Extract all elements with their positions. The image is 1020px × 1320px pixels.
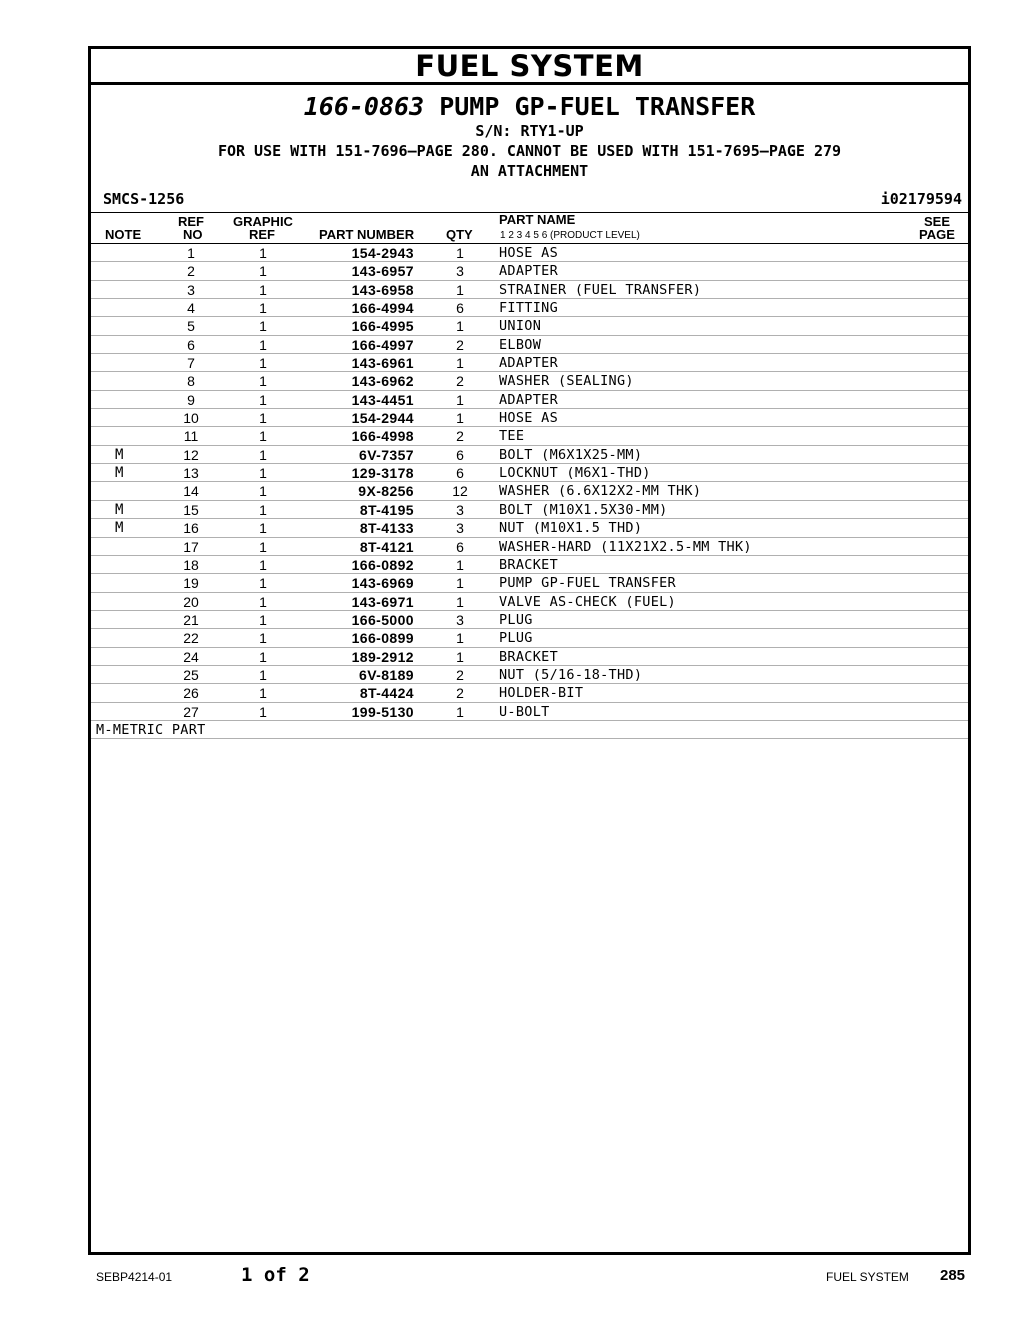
row-qty: 6 — [456, 465, 464, 482]
row-graphic-ref: 1 — [259, 556, 267, 573]
row-part-number: 143-4451 — [351, 391, 414, 408]
group-type: AN ATTACHMENT — [470, 162, 589, 180]
row-qty: 2 — [456, 336, 464, 353]
table-row — [91, 391, 968, 409]
row-ref-no: 20 — [183, 593, 199, 610]
row-part-name: UNION — [499, 318, 542, 335]
row-graphic-ref: 1 — [259, 483, 267, 500]
row-part-number: 6V-8189 — [359, 666, 414, 683]
row-qty: 1 — [456, 281, 464, 298]
row-part-number: 9X-8256 — [358, 483, 414, 500]
row-part-number: 166-5000 — [351, 611, 414, 628]
row-graphic-ref: 1 — [259, 593, 267, 610]
row-graphic-ref: 1 — [259, 391, 267, 408]
table-row — [91, 409, 968, 427]
row-graphic-ref: 1 — [259, 355, 267, 372]
row-ref-no: 9 — [187, 391, 195, 408]
row-ref-no: 16 — [183, 520, 199, 537]
section-title: FUEL SYSTEM — [91, 49, 968, 85]
row-part-name: WASHER-HARD (11X21X2.5-MM THK) — [499, 538, 752, 555]
parts-table — [91, 244, 968, 721]
table-row — [91, 648, 968, 666]
row-part-number: 8T-4133 — [359, 520, 414, 537]
row-graphic-ref: 1 — [259, 300, 267, 317]
col-see-header-top: SEE — [924, 214, 951, 229]
row-ref-no: 11 — [183, 428, 199, 445]
row-qty: 2 — [456, 428, 464, 445]
table-row — [91, 336, 968, 354]
row-qty: 12 — [452, 483, 468, 500]
table-row — [91, 703, 968, 721]
row-graphic-ref: 1 — [259, 373, 267, 390]
row-part-name: STRAINER (FUEL TRANSFER) — [499, 281, 702, 298]
row-qty: 1 — [456, 630, 464, 647]
row-qty: 2 — [456, 666, 464, 683]
row-part-name: HOSE AS — [499, 245, 558, 261]
row-graphic-ref: 1 — [259, 611, 267, 628]
row-qty: 6 — [456, 300, 464, 317]
row-ref-no: 7 — [187, 355, 195, 372]
row-graphic-ref: 1 — [259, 263, 267, 280]
row-part-name: NUT (5/16-18-THD) — [499, 666, 643, 683]
table-row — [91, 666, 968, 684]
table-row — [91, 556, 968, 574]
table-row — [91, 446, 968, 464]
table-row — [91, 464, 968, 482]
group-title — [91, 93, 968, 121]
col-graphic-header-bottom: REF — [249, 227, 275, 242]
table-row — [91, 262, 968, 280]
row-part-name: NUT (M10X1.5 THD) — [499, 520, 643, 537]
row-part-name: BRACKET — [499, 556, 558, 573]
row-ref-no: 17 — [183, 538, 199, 555]
row-qty: 3 — [456, 611, 464, 628]
row-graphic-ref: 1 — [259, 245, 267, 261]
parts-page-frame — [88, 46, 971, 1255]
row-part-number: 189-2912 — [351, 648, 414, 665]
row-qty: 1 — [456, 648, 464, 665]
col-qty-header: QTY — [446, 227, 473, 242]
row-part-name: BOLT (M10X1.5X30-MM) — [499, 501, 668, 518]
row-qty: 1 — [456, 575, 464, 592]
row-part-name: HOLDER-BIT — [499, 685, 584, 702]
row-part-number: 143-6958 — [351, 281, 414, 298]
row-qty: 1 — [456, 556, 464, 573]
row-ref-no: 15 — [183, 501, 199, 518]
group-number: 166-0863 — [303, 92, 425, 121]
row-part-name: LOCKNUT (M6X1-THD) — [499, 465, 651, 482]
row-note: M — [115, 501, 124, 518]
col-see-header-bottom: PAGE — [919, 227, 955, 242]
table-row — [91, 317, 968, 335]
row-qty: 3 — [456, 263, 464, 280]
metric-note: M-METRIC PART — [91, 721, 968, 739]
row-part-number: 166-0892 — [351, 556, 414, 573]
footer-page-number: 285 — [940, 1267, 966, 1284]
row-qty: 6 — [456, 538, 464, 555]
row-graphic-ref: 1 — [259, 520, 267, 537]
smcs-code: SMCS-1256 — [103, 190, 185, 208]
row-part-number: 166-4998 — [351, 428, 414, 445]
table-row — [91, 281, 968, 299]
row-ref-no: 2 — [187, 263, 195, 280]
table-row — [91, 611, 968, 629]
row-ref-no: 26 — [183, 685, 199, 702]
row-part-number: 166-4994 — [351, 300, 414, 317]
row-ref-no: 25 — [183, 666, 199, 683]
row-part-name: ELBOW — [499, 336, 542, 353]
row-part-name: HOSE AS — [499, 410, 558, 427]
row-part-number: 6V-7357 — [359, 446, 414, 463]
row-graphic-ref: 1 — [259, 281, 267, 298]
row-ref-no: 8 — [187, 373, 195, 390]
row-ref-no: 18 — [183, 556, 199, 573]
table-row — [91, 354, 968, 372]
table-row — [91, 538, 968, 556]
row-part-name: BRACKET — [499, 648, 558, 665]
footer-doc-id: SEBP4214-01 — [96, 1270, 173, 1284]
row-ref-no: 1 — [187, 245, 195, 261]
col-part-number-header: PART NUMBER — [319, 227, 415, 242]
row-graphic-ref: 1 — [259, 630, 267, 647]
row-qty: 1 — [456, 355, 464, 372]
col-graphic-header-top: GRAPHIC — [233, 214, 293, 229]
row-part-number: 129-3178 — [351, 465, 414, 482]
row-graphic-ref: 1 — [259, 685, 267, 702]
row-part-name: ADAPTER — [499, 263, 558, 280]
row-ref-no: 6 — [187, 336, 195, 353]
row-ref-no: 13 — [183, 465, 199, 482]
table-row — [91, 519, 968, 537]
table-row — [91, 299, 968, 317]
serial-range: S/N: RTY1-UP — [475, 122, 584, 140]
col-ref-header-bottom: NO — [183, 227, 203, 242]
row-part-number: 143-6961 — [351, 355, 414, 372]
row-part-name: ADAPTER — [499, 391, 558, 408]
row-part-name: PUMP GP-FUEL TRANSFER — [499, 575, 676, 592]
illustration-id: i02179594 — [880, 190, 962, 208]
row-part-number: 154-2943 — [351, 245, 414, 261]
row-graphic-ref: 1 — [259, 410, 267, 427]
row-ref-no: 4 — [187, 300, 195, 317]
product-level-header: 1 2 3 4 5 6 (PRODUCT LEVEL) — [500, 230, 640, 241]
row-part-name: PLUG — [499, 630, 533, 647]
smcs-row — [91, 188, 968, 213]
row-qty: 6 — [456, 446, 464, 463]
row-graphic-ref: 1 — [259, 575, 267, 592]
row-note: M — [115, 520, 124, 537]
row-part-name: WASHER (6.6X12X2-MM THK) — [499, 483, 702, 500]
table-row — [91, 593, 968, 611]
row-ref-no: 10 — [183, 410, 199, 427]
row-ref-no: 27 — [183, 703, 199, 720]
row-part-number: 8T-4424 — [359, 685, 414, 702]
row-graphic-ref: 1 — [259, 446, 267, 463]
row-graphic-ref: 1 — [259, 428, 267, 445]
row-part-number: 8T-4121 — [359, 538, 414, 555]
row-ref-no: 12 — [183, 446, 199, 463]
row-part-number: 166-4997 — [351, 336, 414, 353]
row-graphic-ref: 1 — [259, 703, 267, 720]
row-ref-no: 19 — [183, 575, 199, 592]
table-row — [91, 244, 968, 262]
row-ref-no: 24 — [183, 648, 199, 665]
footer-page-of: 1 of 2 — [241, 1264, 310, 1286]
row-graphic-ref: 1 — [259, 318, 267, 335]
row-ref-no: 22 — [183, 630, 199, 647]
table-row — [91, 372, 968, 390]
row-qty: 1 — [456, 593, 464, 610]
row-part-number: 199-5130 — [351, 703, 414, 720]
row-graphic-ref: 1 — [259, 501, 267, 518]
row-qty: 1 — [456, 410, 464, 427]
page-footer — [0, 1262, 1020, 1292]
row-ref-no: 3 — [187, 281, 195, 298]
col-note-header: NOTE — [105, 227, 142, 242]
table-row — [91, 684, 968, 702]
row-part-name: U-BOLT — [499, 703, 550, 720]
row-qty: 1 — [456, 703, 464, 720]
row-part-number: 8T-4195 — [359, 501, 414, 518]
group-name: PUMP GP-FUEL TRANSFER — [439, 92, 756, 121]
row-qty: 2 — [456, 685, 464, 702]
row-part-number: 143-6969 — [351, 575, 414, 592]
table-row — [91, 574, 968, 592]
row-part-name: FITTING — [499, 300, 558, 317]
row-qty: 1 — [456, 318, 464, 335]
row-part-number: 154-2944 — [351, 410, 414, 427]
row-part-number: 143-6971 — [351, 593, 414, 610]
table-row — [91, 482, 968, 500]
row-part-name: ADAPTER — [499, 355, 558, 372]
footer-section: FUEL SYSTEM — [826, 1270, 909, 1284]
row-qty: 3 — [456, 520, 464, 537]
col-ref-header-top: REF — [178, 214, 204, 229]
usage-note: FOR USE WITH 151-7696—PAGE 280. CANNOT BE USED WITH 151-7695—PAGE 279 — [217, 142, 842, 160]
table-row — [91, 501, 968, 519]
row-graphic-ref: 1 — [259, 336, 267, 353]
col-part-name-header: PART NAME — [499, 212, 576, 227]
row-graphic-ref: 1 — [259, 648, 267, 665]
row-ref-no: 21 — [183, 611, 199, 628]
row-part-name: VALVE AS-CHECK (FUEL) — [499, 593, 676, 610]
row-part-name: TEE — [499, 428, 525, 445]
row-part-number: 166-4995 — [351, 318, 414, 335]
row-note: M — [115, 446, 124, 463]
row-part-number: 166-0899 — [351, 630, 414, 647]
table-row — [91, 427, 968, 445]
row-part-number: 143-6957 — [351, 263, 414, 280]
row-qty: 1 — [456, 391, 464, 408]
row-qty: 2 — [456, 373, 464, 390]
row-part-name: WASHER (SEALING) — [499, 373, 634, 390]
row-part-number: 143-6962 — [351, 373, 414, 390]
table-header — [91, 213, 968, 244]
row-graphic-ref: 1 — [259, 465, 267, 482]
row-ref-no: 5 — [187, 318, 195, 335]
row-graphic-ref: 1 — [259, 538, 267, 555]
row-ref-no: 14 — [183, 483, 199, 500]
row-part-name: PLUG — [499, 611, 533, 628]
table-row — [91, 629, 968, 647]
row-graphic-ref: 1 — [259, 666, 267, 683]
row-qty: 3 — [456, 501, 464, 518]
row-qty: 1 — [456, 245, 464, 261]
row-note: M — [115, 465, 124, 482]
row-part-name: BOLT (M6X1X25-MM) — [499, 446, 643, 463]
